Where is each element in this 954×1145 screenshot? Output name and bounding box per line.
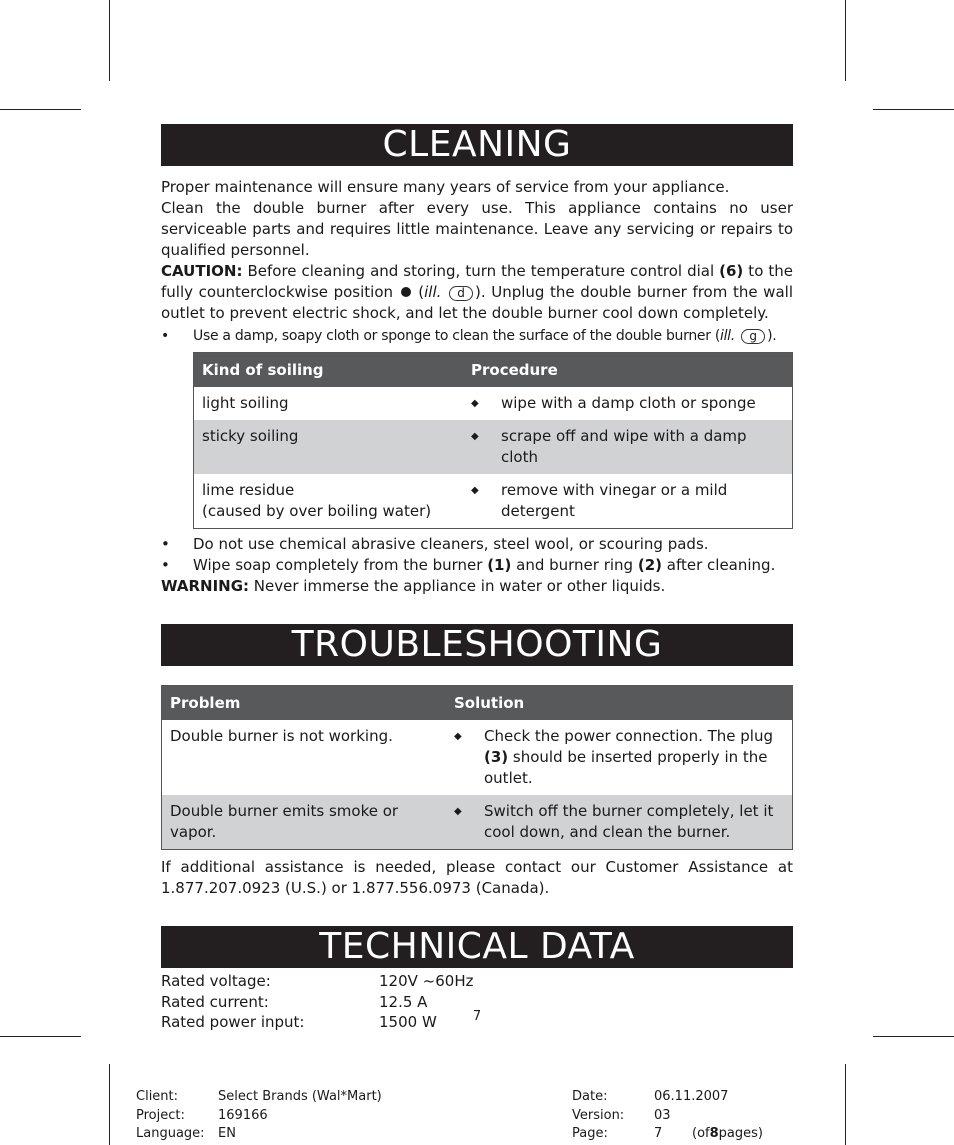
column-header: Solution	[446, 686, 793, 721]
clean-paragraph: Clean the double burner after every use. This appliance contains no user serviceable parts and requires little maintenance. Leave any servicing or repairs to qualified personnel.	[161, 199, 793, 259]
bullet-item: • Use a damp, soapy cloth or sponge to clean the surface of the double burner (ill. g ).	[161, 326, 793, 347]
table-row: lime residue (caused by over boiling water) ◆ remove with vinegar or a mild detergent	[202, 481, 728, 520]
diamond-bullet-icon: ◆	[471, 398, 479, 409]
assistance-paragraph: If additional assistance is needed, please contact our Customer Assistance at 1.877.207.0923 (U.S.) or 1.877.556.0973 (Canada).	[161, 858, 793, 897]
page-content	[161, 124, 793, 1033]
table-row: Double burner emits smoke or vapor. ◆ Switch off the burner completely, let it cool down, and clean the burner.	[162, 795, 793, 850]
crop-mark	[873, 109, 954, 110]
cleaning-body	[161, 177, 793, 597]
off-position-icon	[401, 287, 411, 297]
diamond-bullet-icon: ◆	[471, 485, 479, 496]
technical-data-row: Rated current: 12.5 A	[161, 992, 428, 1011]
column-header: Kind of soiling	[194, 353, 464, 388]
table-header-row	[194, 353, 793, 388]
column-header: Procedure	[463, 353, 793, 388]
diamond-bullet-icon: ◆	[454, 806, 462, 817]
soiling-table-wrap	[193, 352, 793, 529]
column-header: Problem	[162, 686, 447, 721]
bullet-icon: •	[161, 328, 169, 344]
table-header-row	[162, 686, 793, 721]
bullet-icon: •	[161, 556, 170, 574]
cleaning-heading: CLEANING	[161, 124, 793, 166]
troubleshooting-table	[161, 685, 793, 850]
caution-paragraph: CAUTION: Before cleaning and storing, turn the temperature control dial (6) to the fully counterclockwise position (ill. d ). Unplug the double burner from the wall outlet to prevent electric shock, and let the double burner cool down completely.	[161, 262, 793, 322]
diamond-bullet-icon: ◆	[471, 431, 479, 442]
bullet-item: • Wipe soap completely from the burner (1) and burner ring (2) after cleaning.	[161, 556, 776, 574]
warning-paragraph: WARNING: Never immerse the appliance in water or other liquids.	[161, 577, 666, 595]
illustration-ref-g: g	[741, 329, 765, 344]
warning-label: WARNING:	[161, 577, 250, 595]
crop-mark	[0, 1036, 81, 1037]
crop-mark	[873, 1036, 954, 1037]
bullet-icon: •	[161, 535, 170, 553]
crop-mark	[0, 109, 81, 110]
table-row: Double burner is not working. ◆ Check the power connection. The plug (3) should be inserted properly in the outlet.	[170, 727, 773, 787]
bullet-item: • Do not use chemical abrasive cleaners, steel wool, or scouring pads.	[161, 535, 709, 553]
troubleshooting-heading: TROUBLESHOOTING	[161, 624, 793, 666]
technical-data-heading: TECHNICAL DATA	[161, 926, 793, 968]
troubleshooting-table-wrap	[161, 685, 793, 850]
intro-text: Proper maintenance will ensure many years of service from your appliance.	[161, 178, 730, 196]
footer-right: Date: 06.11.2007 Version: 03 Page: 7 (of 8 pages)	[572, 1089, 763, 1141]
crop-mark	[109, 1064, 110, 1145]
footer-left: Client: Select Brands (Wal*Mart) Project: 169166 Language: EN	[136, 1089, 382, 1141]
soiling-table	[193, 352, 793, 529]
caution-label: CAUTION:	[161, 262, 243, 280]
crop-mark	[845, 1064, 846, 1145]
diamond-bullet-icon: ◆	[454, 731, 462, 742]
technical-data-row: Rated voltage: 120V ~60Hz	[161, 972, 474, 990]
page-number: 7	[472, 1009, 482, 1024]
illustration-ref-d: d	[449, 286, 473, 301]
crop-mark	[845, 0, 846, 81]
crop-mark	[109, 0, 110, 81]
technical-data-row: Rated power input: 1500 W	[161, 1013, 437, 1031]
table-row: sticky soiling ◆ scrape off and wipe with a damp cloth	[194, 420, 793, 474]
table-row: light soiling ◆ wipe with a damp cloth or sponge	[202, 394, 756, 412]
